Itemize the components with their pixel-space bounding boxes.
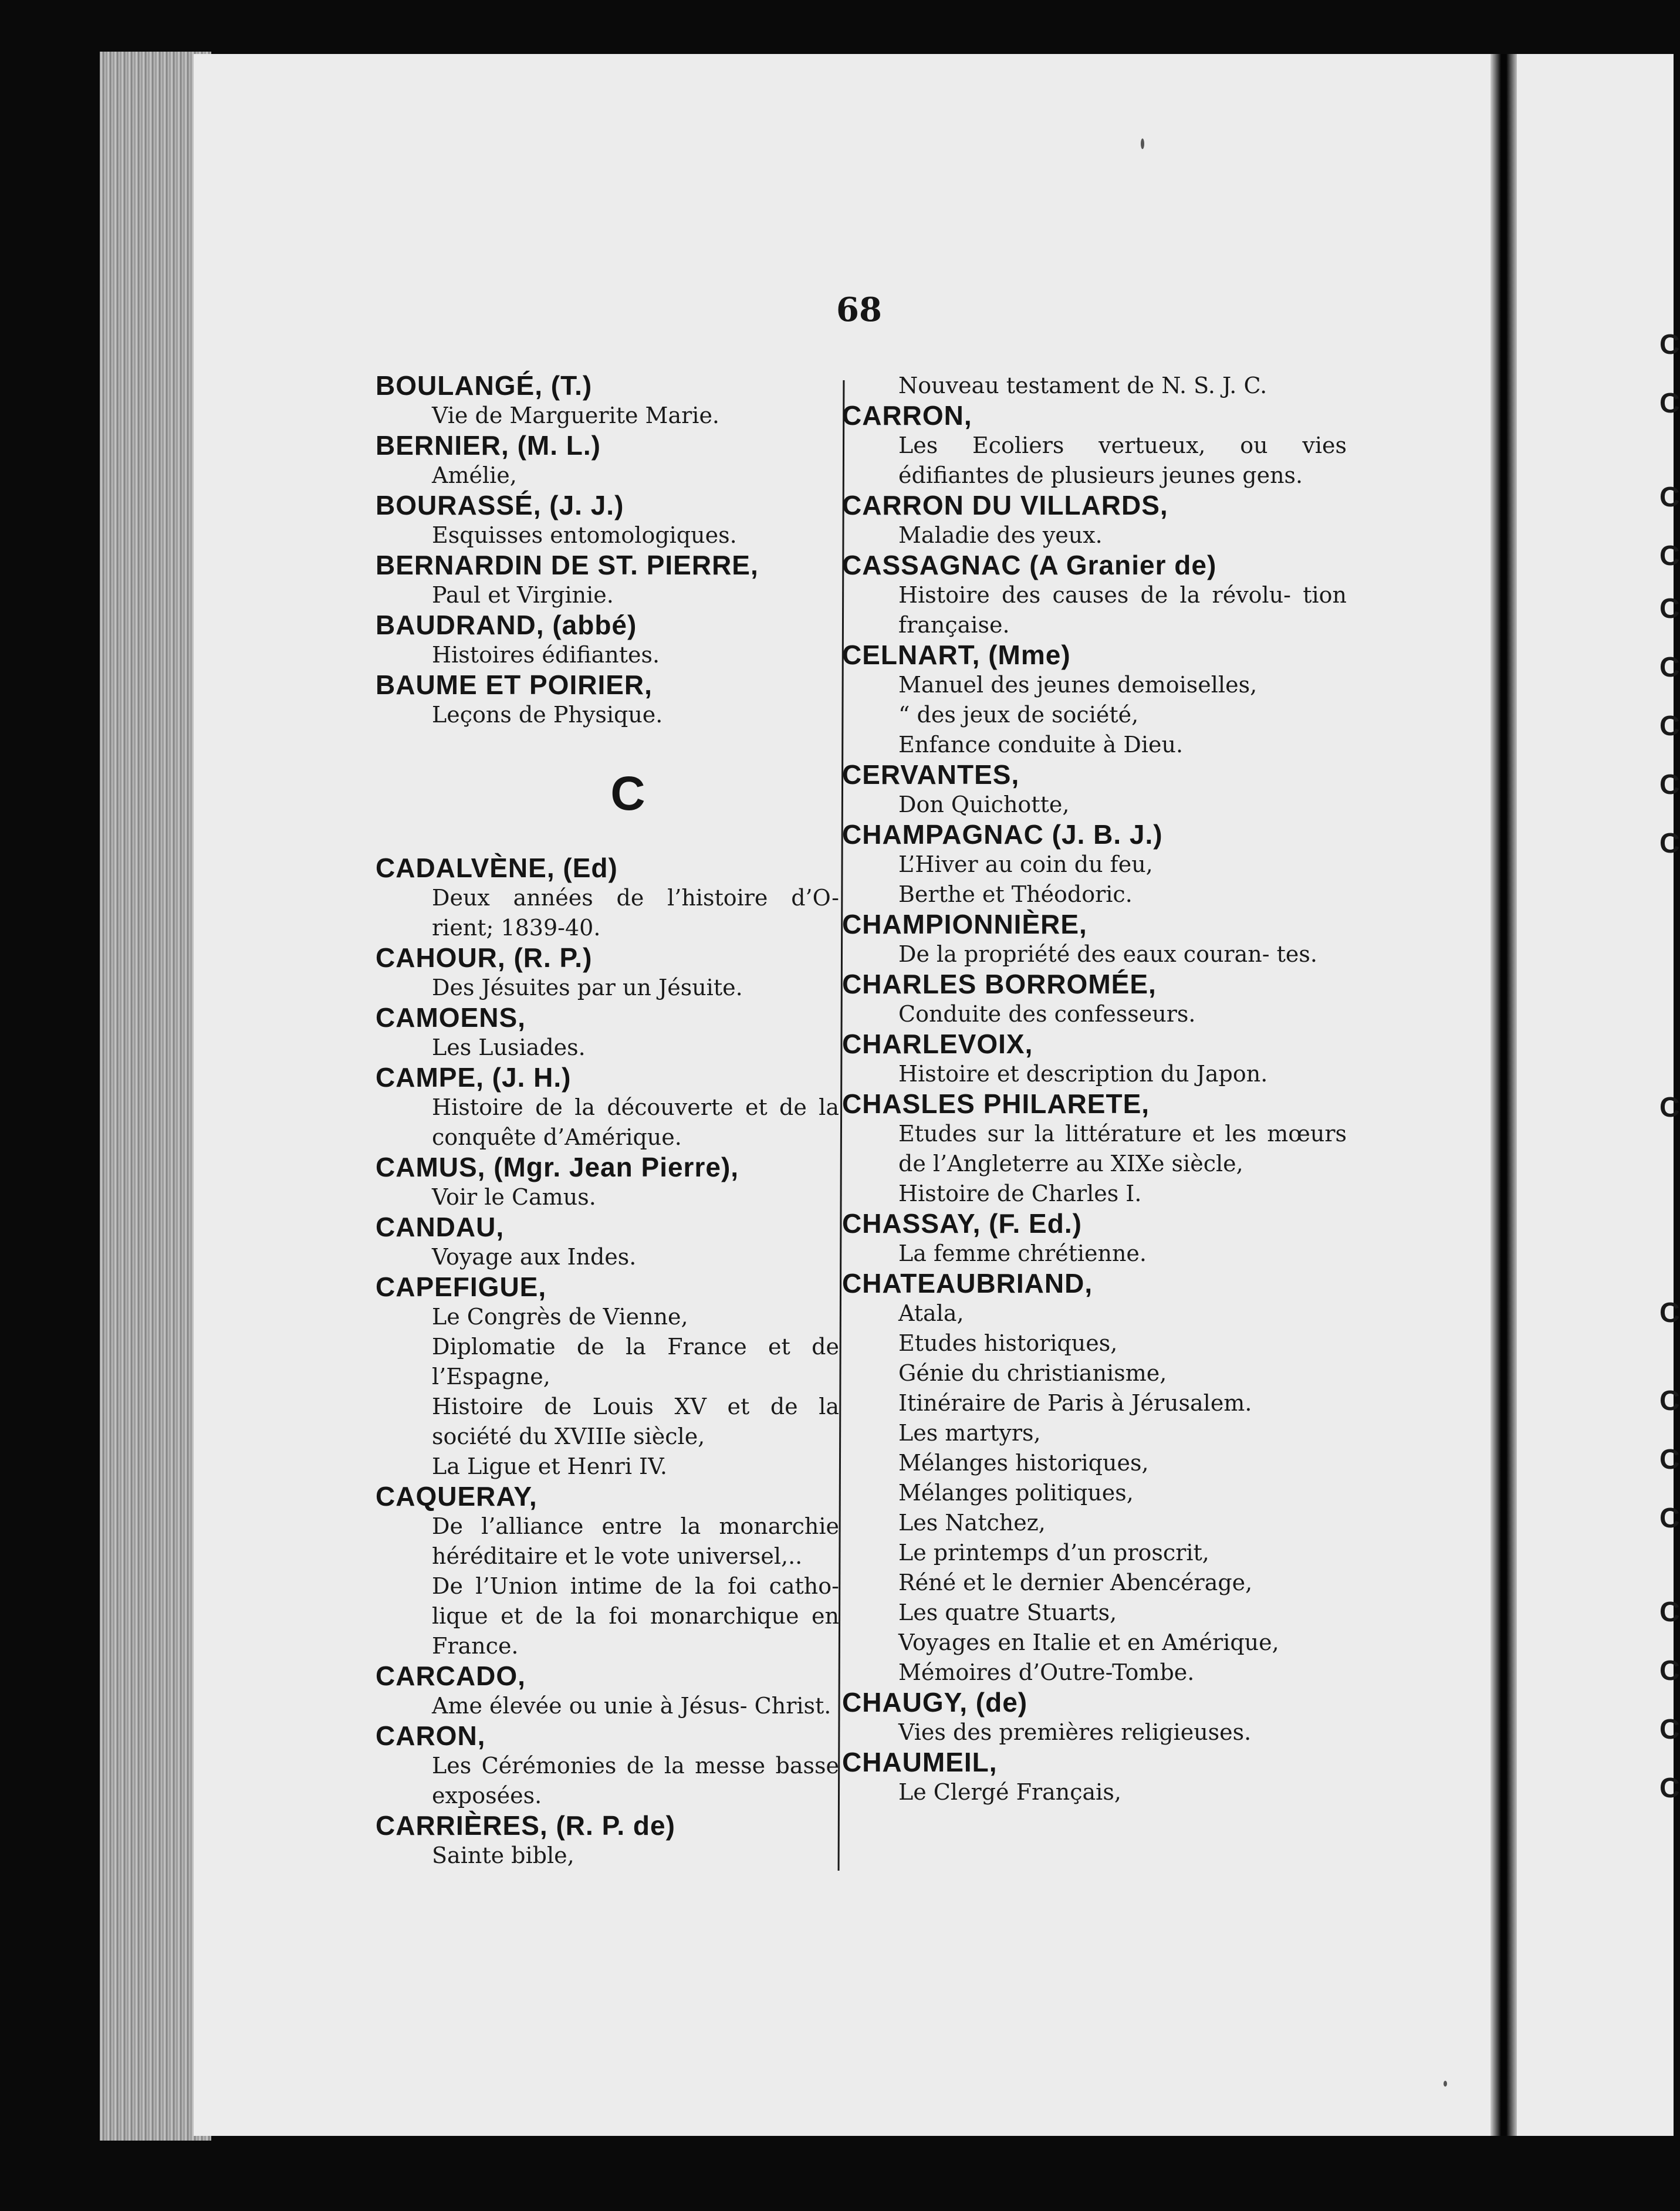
entry-title: Histoire et description du Japon. — [898, 1061, 1268, 1087]
entry-author: CHARLES BORROMÉE, — [842, 969, 1157, 999]
catalog-entry — [842, 760, 1347, 820]
catalog-entry — [842, 1747, 1347, 1807]
facing-page-edge — [1517, 54, 1674, 2136]
entry-title: La femme chrétienne. — [898, 1240, 1147, 1266]
facing-page-letter: C — [1659, 769, 1680, 800]
entry-title: L’Hiver au coin du feu, — [898, 851, 1153, 877]
entry-title: Maladie des yeux. — [898, 522, 1103, 548]
catalog-entry — [842, 969, 1347, 1029]
entry-title: Les Ecoliers vertueux, ou vies édifiantes de plusieurs jeunes gens. — [898, 432, 1347, 488]
page-speck — [1444, 2081, 1447, 2087]
entry-title: Histoires édifiantes. — [432, 642, 660, 668]
catalog-entry — [842, 491, 1347, 550]
entry-title: Vie de Marguerite Marie. — [432, 403, 720, 428]
catalog-entry — [842, 1688, 1347, 1747]
entry-author: CADALVÈNE, (Ed) — [376, 853, 618, 883]
entry-author: CERVANTES, — [842, 759, 1020, 790]
catalog-entry — [376, 1272, 839, 1482]
facing-page-letter: C — [1659, 1714, 1680, 1745]
entry-title: Itinéraire de Paris à Jérusalem. — [898, 1390, 1252, 1416]
facing-page-letter: C — [1659, 652, 1680, 683]
entry-author: CASSAGNAC (A Granier de) — [842, 550, 1217, 580]
entry-author: CANDAU, — [376, 1212, 505, 1242]
catalog-entry — [376, 431, 839, 491]
catalog-entry — [842, 820, 1347, 910]
entry-author: CHARLEVOIX, — [842, 1029, 1033, 1059]
entry-title: Des Jésuites par un Jésuite. — [432, 975, 743, 1000]
page-speck — [1141, 138, 1144, 149]
right-column — [842, 371, 1347, 1807]
left-column — [376, 371, 839, 1871]
entry-author: BAUDRAND, (abbé) — [376, 610, 637, 640]
catalog-entry — [376, 670, 839, 730]
entry-title: Les Natchez, — [898, 1510, 1046, 1536]
catalog-entry — [376, 1482, 839, 1661]
facing-page-letter: C — [1659, 388, 1680, 419]
catalog-entry — [842, 1089, 1347, 1209]
entry-title: La Ligue et Henri IV. — [432, 1453, 667, 1479]
entry-title: Voyage aux Indes. — [432, 1244, 637, 1270]
catalog-entry — [376, 1152, 839, 1212]
entry-author: CAHOUR, (R. P.) — [376, 942, 593, 973]
entry-title: Etudes historiques, — [898, 1330, 1118, 1356]
facing-page-letter: C — [1659, 329, 1680, 360]
entry-title: De l’Union intime de la foi catho- lique et de la foi monarchique en France. — [432, 1573, 839, 1659]
entry-title: Le Clergé Français, — [898, 1779, 1121, 1805]
catalog-entry — [376, 1661, 839, 1721]
entry-title: Etudes sur la littérature et les mœurs de l’Angleterre au XIXe siècle, — [898, 1121, 1347, 1177]
entry-title: Les martyrs, — [898, 1420, 1041, 1446]
entry-title: Enfance conduite à Dieu. — [898, 732, 1184, 758]
catalog-entry — [842, 550, 1347, 640]
entry-title: Manuel des jeunes demoiselles, — [898, 672, 1258, 698]
entry-title: Vies des premières religieuses. — [898, 1719, 1252, 1745]
entry-title: Sainte bible, — [432, 1842, 574, 1868]
catalog-entry — [842, 910, 1347, 969]
page-number: 68 — [836, 290, 882, 329]
entry-author: CHAMPAGNAC (J. B. J.) — [842, 819, 1163, 850]
catalog-entry — [376, 491, 839, 550]
catalog-entry — [376, 371, 839, 431]
entry-author: BERNARDIN DE ST. PIERRE, — [376, 550, 759, 580]
entry-title: Amélie, — [432, 462, 517, 488]
entry-title: Histoire des causes de la révolu- tion française. — [898, 582, 1347, 638]
facing-page-letter: C — [1659, 1297, 1680, 1328]
catalog-entry — [376, 1003, 839, 1063]
entry-title: Leçons de Physique. — [432, 702, 663, 728]
catalog-entry — [376, 1721, 839, 1811]
facing-page-letter: C — [1659, 1503, 1680, 1534]
catalog-entry — [842, 401, 1347, 491]
entry-title: Don Quichotte, — [898, 792, 1070, 817]
facing-page-letter: C — [1659, 593, 1680, 624]
entry-title: Voyages en Italie et en Amérique, — [898, 1629, 1279, 1655]
entry-title: Atala, — [898, 1300, 964, 1326]
catalog-entry — [376, 550, 839, 610]
entry-author: CAMOENS, — [376, 1002, 526, 1033]
entry-author: CAMUS, (Mgr. Jean Pierre), — [376, 1152, 739, 1182]
facing-page-letter: C — [1659, 1444, 1680, 1475]
entry-title: Les Lusiades. — [432, 1034, 586, 1060]
entry-title: Réné et le dernier Abencérage, — [898, 1570, 1253, 1595]
entry-author: BOULANGÉ, (T.) — [376, 370, 593, 401]
entry-title: Histoire de Charles I. — [898, 1181, 1142, 1206]
entry-author: BERNIER, (M. L.) — [376, 430, 601, 461]
entry-title: Les quatre Stuarts, — [898, 1600, 1117, 1625]
entry-title: Voir le Camus. — [432, 1184, 596, 1210]
catalog-entry — [842, 640, 1347, 760]
entries-c-section-continued — [842, 371, 1347, 1807]
entry-author: CAMPE, (J. H.) — [376, 1062, 572, 1093]
entry-title: Mémoires d’Outre-Tombe. — [898, 1659, 1195, 1685]
catalog-entry — [842, 1269, 1347, 1688]
entry-title: Deux années de l’histoire d’O- rient; 1839-40. — [432, 885, 839, 941]
facing-page-letter: C — [1659, 1597, 1680, 1628]
catalog-entry — [376, 853, 839, 943]
entry-title: Nouveau testament de N. S. J. C. — [898, 373, 1267, 398]
facing-page-letter: C — [1659, 540, 1680, 572]
entry-title: Berthe et Théodoric. — [898, 881, 1133, 907]
facing-page-letter: C — [1659, 1773, 1680, 1804]
gutter-shadow — [1490, 54, 1517, 2136]
entry-title: De l’alliance entre la monarchie héréditaire et le vote universel,.. — [432, 1513, 839, 1569]
entry-author: CHAMPIONNIÈRE, — [842, 909, 1087, 939]
entry-title: De la propriété des eaux couran- tes. — [898, 941, 1317, 967]
entries-c-section — [376, 853, 839, 1871]
entry-title: Conduite des confesseurs. — [898, 1001, 1196, 1027]
entry-title: Histoire de la découverte et de la conquête d’Amérique. — [432, 1094, 839, 1150]
entry-title: Diplomatie de la France et de l’Espagne, — [432, 1334, 839, 1390]
entry-author: CAQUERAY, — [376, 1481, 538, 1512]
entry-title: Mélanges politiques, — [898, 1480, 1134, 1506]
entry-author: CHAUMEIL, — [842, 1747, 998, 1777]
catalog-entry — [376, 1063, 839, 1152]
entry-title: Les Cérémonies de la messe basse exposées. — [432, 1753, 839, 1808]
entry-author: CHASLES PHILARETE, — [842, 1088, 1150, 1119]
catalog-entry — [376, 1811, 839, 1871]
facing-page-letter: C — [1659, 1092, 1680, 1123]
entry-title: Paul et Virginie. — [432, 582, 614, 608]
entry-author: CELNART, (Mme) — [842, 640, 1071, 670]
entry-title: Génie du christianisme, — [898, 1360, 1167, 1386]
catalog-entry — [842, 371, 1347, 401]
entry-author: CHASSAY, (F. Ed.) — [842, 1208, 1082, 1239]
entry-title: Esquisses entomologiques. — [432, 522, 737, 548]
catalog-entry — [376, 1212, 839, 1272]
entry-title: “ des jeux de société, — [898, 702, 1139, 728]
facing-page-letter: C — [1659, 828, 1680, 859]
catalog-entry — [376, 610, 839, 670]
entry-title: Mélanges historiques, — [898, 1450, 1149, 1476]
entry-title: Ame élevée ou unie à Jésus- Christ. — [432, 1693, 831, 1719]
entry-author: CHATEAUBRIAND, — [842, 1268, 1093, 1299]
facing-page-letter: C — [1659, 1385, 1680, 1416]
facing-page-letter: C — [1659, 482, 1680, 513]
facing-page-letter: C — [1659, 1655, 1680, 1686]
catalog-entry — [842, 1209, 1347, 1269]
entries-b-section — [376, 371, 839, 730]
section-letter-c: C — [610, 767, 645, 820]
entry-author: CAPEFIGUE, — [376, 1272, 547, 1302]
entry-title: Le printemps d’un proscrit, — [898, 1540, 1209, 1566]
facing-page-letter: C — [1659, 711, 1680, 742]
entry-author: CARCADO, — [376, 1661, 526, 1691]
entry-author: BAUME ET POIRIER, — [376, 670, 653, 700]
entry-author: CARRON DU VILLARDS, — [842, 490, 1168, 520]
entry-title: Le Congrès de Vienne, — [432, 1304, 688, 1330]
entry-author: BOURASSÉ, (J. J.) — [376, 490, 624, 520]
entry-author: CARON, — [376, 1720, 486, 1751]
entry-author: CARRIÈRES, (R. P. de) — [376, 1810, 675, 1841]
entry-title: Histoire de Louis XV et de la société du XVIIIe siècle, — [432, 1394, 839, 1449]
entry-author: CHAUGY, (de) — [842, 1687, 1028, 1718]
catalog-entry — [842, 1029, 1347, 1089]
entry-author: CARRON, — [842, 400, 972, 431]
catalog-entry — [376, 943, 839, 1003]
